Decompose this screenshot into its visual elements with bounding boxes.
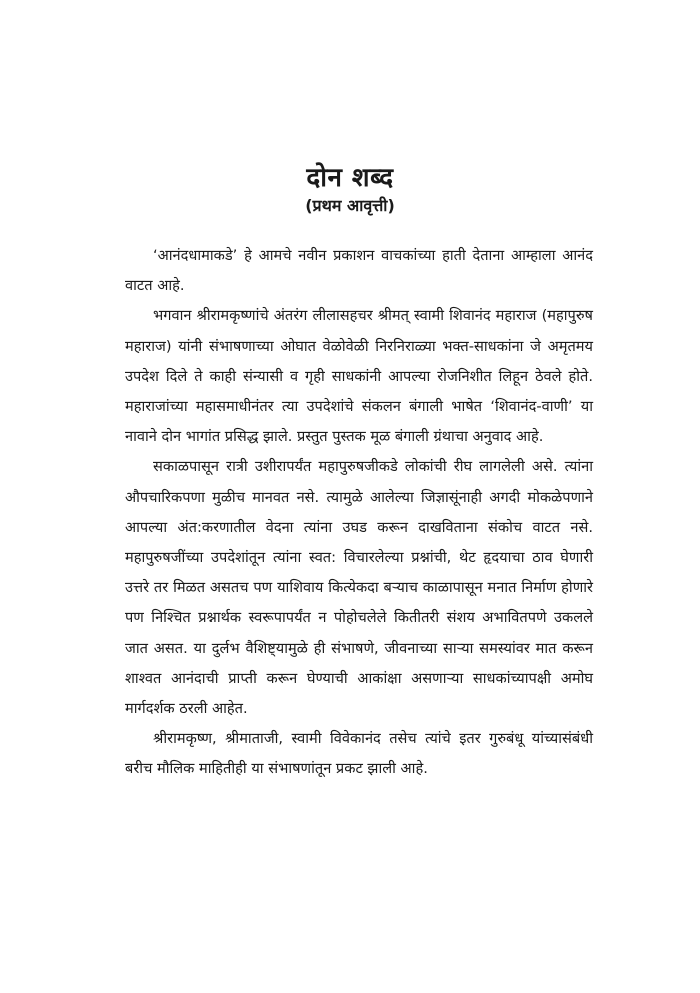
paragraph: सकाळपासून रात्री उशीरापर्यंत महापुरुषजीकडे लोकांची रीघ लागलेली असे. त्यांना औपचारिकपणा मुळीच मानवत नसे. त्यामुळे आलेल्या जिज्ञासूंनाही अगदी मोकळेपणाने आपल्या अंत:करणातील वेदना त्यांना उघड करून दाखविताना संकोच वाटत नसे. महापुरुषजींच्या उपदेशांतून त्यांना स्वत: विचारलेल्या प्रश्नांची, थेट हृदयाचा ठाव घेणारी उत्तरे तर मिळत असतच पण याशिवाय कित्येकदा बऱ्याच काळापासून मनात निर्माण होणारे पण निश्चित प्रश्नार्थक स्वरूपापर्यंत न पोहोचलेले कितीतरी संशय अभावितपणे उकलले जात असत. या दुर्लभ वैशिष्ट्यामुळे ही संभाषणे, जीवनाच्या साऱ्या समस्यांवर मात करून शाश्वत आनंदाची प्राप्ती करून घेण्याची आकांक्षा असणाऱ्या साधकांच्यापक्षी अमोघ मार्गदर्शक ठरली आहेत. xyxy=(125,458,593,718)
paragraph: श्रीरामकृष्ण, श्रीमाताजी, स्वामी विवेकानंद तसेच त्यांचे इतर गुरुबंधू यांच्यासंबंधी बरीच मौलिक माहितीही या संभाषणांतून प्रकट झाली आहे. xyxy=(125,730,593,778)
paragraph: भगवान श्रीरामकृष्णांचे अंतरंग लीलासहचर श्रीमत् स्वामी शिवानंद महाराज (महापुरुष महाराज) यांनी संभाषणाच्या ओघात वेळोवेळी निरनिराळ्या भक्त-साधकांना जे अमृतमय उपदेश दिले ते काही संन्यासी व गृही साधकांनी आपल्या रोजनिशीत लिहून ठेवले होते. महाराजांच्या महासमाधीनंतर त्या उपदेशांचे संकलन बंगाली भाषेत ‘शिवानंद-वाणी’ या नावाने दोन भागांत प्रसिद्ध झाले. प्रस्तुत पुस्तक मूळ बंगाली ग्रंथाचा अनुवाद आहे. xyxy=(125,307,593,446)
page-title: दोन शब्द xyxy=(306,163,394,193)
paragraph: ‘आनंदधामाकडे’ हे आमचे नवीन प्रकाशन वाचकांच्या हाती देताना आम्हाला आनंद वाटत आहे. xyxy=(125,247,593,295)
body-text xyxy=(125,241,593,785)
page-subtitle: (प्रथम आवृत्ती) xyxy=(305,196,395,215)
